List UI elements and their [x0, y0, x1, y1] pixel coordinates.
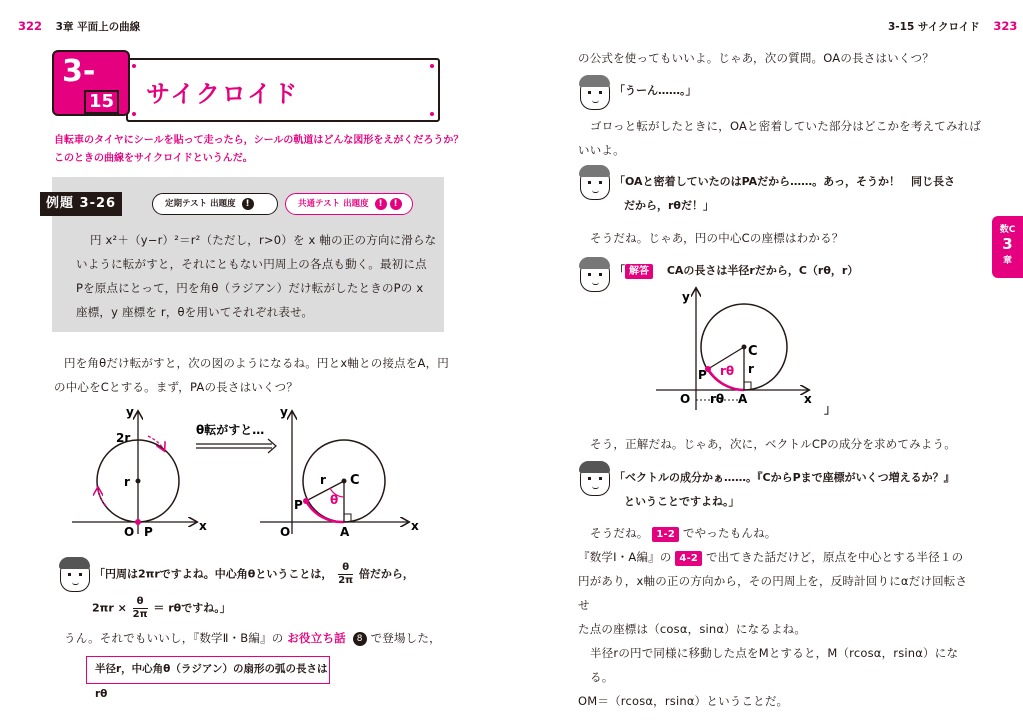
y-label: y: [126, 405, 134, 419]
p-label-2: P: [294, 498, 303, 512]
fraction-denominator: 2π: [132, 609, 148, 620]
left-page-number: 322: [18, 19, 43, 33]
student-boy-avatar: [580, 258, 610, 292]
teacher-reply: [64, 626, 441, 650]
student-boy-avatar: [580, 166, 610, 200]
answer-tag: 解答: [625, 264, 653, 279]
rolling-circle-figure: [56, 404, 426, 544]
student-speech: 「うーん……。」: [614, 84, 697, 97]
body-line: [578, 521, 978, 545]
speech-line: 「OAと密着していたのはPAだから……。あっ，そうか！ 同じ長さ: [614, 175, 956, 188]
fraction: [338, 562, 353, 587]
body-line: の中心をCとする。まず，PAの長さはいくつ？: [54, 380, 299, 394]
svg-text:」: 」: [824, 402, 837, 416]
r-label: r: [748, 362, 754, 376]
fraction-numerator: θ: [133, 596, 148, 609]
body-line: た点の座標は（cosα，sinα）になるよね。: [578, 622, 807, 636]
r-label-2: r: [320, 473, 326, 487]
intro-line: このときの曲線をサイクロイドというんだ。: [54, 153, 253, 164]
right-section-title: 3-15 サイクロイド: [888, 21, 980, 33]
rolling-caption: θ転がすと…: [196, 423, 265, 437]
reply-text: で登場した，: [370, 631, 441, 645]
x-label: x: [199, 519, 207, 533]
cross-ref-tag: 4-2: [675, 551, 702, 566]
speech-text: 2πr ×: [92, 601, 127, 615]
speech-line: 「ベクトルの成分かぁ……。『CからPまで座標がいくつ増えるか？』: [614, 471, 955, 484]
a-label: A: [340, 525, 350, 539]
point-p: [135, 519, 141, 525]
common-test-label: 共通テスト 出題度: [298, 199, 369, 209]
center-coordinate-figure: [648, 285, 848, 420]
example-problem: [76, 228, 440, 324]
problem-line: Pを原点にとって，円を角θ（ラジアン）だけ転がしたときのPの x: [76, 281, 424, 295]
line-text: そうだね。: [590, 526, 649, 540]
speech-text: ＝ rθですね。」: [153, 601, 231, 615]
right-line: そう，正解だね。じゃあ，次に，ベクトルCPの成分を求めてみよう。: [590, 437, 956, 451]
problem-line: いように転がすと，それにともない円周上の各点も動く。最初に点: [76, 257, 427, 271]
speech-text: 「円周は2πrですよね。中心角θということは，: [94, 567, 333, 581]
example-label: 例題 3-26: [40, 192, 122, 216]
body-line: 半径rの円で同様に移動した点をMとすると，M（rcosα，rsinα）になる。: [590, 646, 959, 684]
right-line: そうだね。じゃあ，円の中心Cの座標はわかる？: [590, 231, 844, 245]
talk-number-badge: 8: [353, 632, 367, 646]
y-label: y: [682, 290, 690, 304]
chapter-side-tab: [992, 216, 1023, 278]
section-title: サイクロイド: [146, 80, 300, 108]
rotation-arrow: [98, 488, 106, 506]
right-page-header: [888, 19, 1017, 34]
arc-length-formula-box: 半径r，中心角θ（ラジアン）の扇形の弧の長さはrθ: [86, 656, 330, 684]
useful-talk-highlight: お役立ち話: [287, 631, 346, 645]
badge-section: 15: [84, 90, 119, 114]
reply-text: うん。それでもいいし，『数学Ⅱ・B編』の: [64, 631, 284, 645]
a-label: A: [738, 392, 748, 406]
common-test-frequency: [285, 193, 413, 215]
left-page-header: [18, 19, 140, 34]
section-number-badge: [52, 50, 130, 116]
origin-label: O: [680, 392, 691, 406]
intro-line: 自転車のタイヤにシールを貼って走ったら，シールの軌道はどんな図形をえがくだろうか？: [54, 135, 464, 146]
origin-label: O: [124, 525, 135, 539]
x-label: x: [804, 392, 812, 406]
point-p-2: [303, 498, 309, 504]
line-text: 『数学Ⅰ・A編』の: [578, 550, 672, 564]
center-c: [742, 345, 747, 350]
problem-line: 円 x²＋（y−r）²＝r²（ただし，r>0）を x 軸の正の方向に滑らな: [90, 233, 437, 247]
regular-test-label: 定期テスト 出題度: [165, 199, 236, 209]
speech-line: ということですよね。」: [624, 495, 740, 508]
r-label: r: [124, 475, 130, 489]
side-tab-chapter: 章: [1002, 256, 1012, 266]
body-line: OM＝（rcosα，rsinα）ということだ。: [578, 694, 789, 708]
side-tab-subject: 数C: [999, 225, 1016, 235]
line-text: で出てきた話だけど，原点を中心とする半径１の: [705, 550, 964, 564]
frequency-mark-icon: !: [390, 198, 402, 210]
p-label: P: [698, 368, 707, 382]
badge-chapter: 3-: [62, 54, 96, 89]
center-point: [136, 479, 141, 484]
student-speech-2: [92, 596, 231, 621]
left-explanation: [54, 351, 449, 399]
x-label-2: x: [411, 519, 419, 533]
p-label: P: [144, 525, 153, 539]
cross-ref-tag: 1-2: [652, 527, 679, 542]
c-label: C: [350, 473, 360, 488]
student-speech: [614, 466, 955, 514]
body-line: ゴロっと転がしたときに，OAと密着していた部分はどこかを考えてみれば: [590, 119, 982, 133]
left-chapter-title: 3章 平面上の曲線: [55, 21, 141, 33]
student-speech: [94, 562, 414, 587]
student-boy-avatar: [580, 76, 610, 110]
two-r-label: 2r: [116, 431, 131, 445]
arc-pa: [306, 501, 344, 522]
right-page-number: 323: [993, 19, 1018, 33]
origin-label-2: O: [280, 525, 291, 539]
frequency-mark-icon: !: [242, 198, 254, 210]
right-closing-paragraph: [578, 521, 978, 713]
fraction: [133, 596, 148, 621]
side-tab-number: 3: [1002, 235, 1013, 253]
body-line: いいよ。: [578, 143, 625, 157]
line-text: でやったもんね。: [682, 526, 777, 540]
regular-test-frequency: [152, 193, 278, 215]
frequency-mark-icon: !: [375, 198, 387, 210]
right-paragraph: [578, 114, 981, 162]
section-title-box: [126, 58, 440, 122]
fraction-numerator: θ: [338, 562, 353, 575]
student-girl-avatar: [60, 558, 90, 592]
theta-label: θ: [330, 493, 339, 507]
student-speech: [614, 170, 955, 218]
answer-line: 「 解答 CAの長さは半径rだから，C（rθ，r）: [614, 264, 859, 277]
r-theta-arc-label: rθ: [720, 364, 735, 378]
c-label: C: [748, 344, 758, 359]
answer-text: CAの長さは半径rだから，C（rθ，r）: [666, 264, 859, 277]
right-line: の公式を使ってもいいよ。じゃあ，次の質問。OAの長さはいくつ？: [578, 51, 934, 65]
body-line: 円を角θだけ転がすと，次の図のようになるね。円とx軸との接点をA，円: [64, 356, 450, 370]
student-girl-avatar: [580, 462, 610, 496]
section-intro: [54, 132, 463, 168]
problem-line: 座標，y 座標を r，θを用いてそれぞれ表せ。: [76, 305, 314, 319]
body-line: [578, 545, 978, 569]
fraction-denominator: 2π: [338, 575, 354, 586]
speech-line: だから，rθだ！」: [624, 199, 714, 212]
double-arrow-icon: [268, 439, 276, 453]
r-theta-axis-label: rθ: [710, 392, 725, 406]
body-line: 円があり，x軸の正の方向から，その円周上を，反時計回りにαだけ回転させ: [578, 574, 968, 612]
speech-text: 倍だから，: [358, 567, 414, 581]
center-c: [342, 479, 347, 484]
y-label-2: y: [280, 405, 288, 419]
